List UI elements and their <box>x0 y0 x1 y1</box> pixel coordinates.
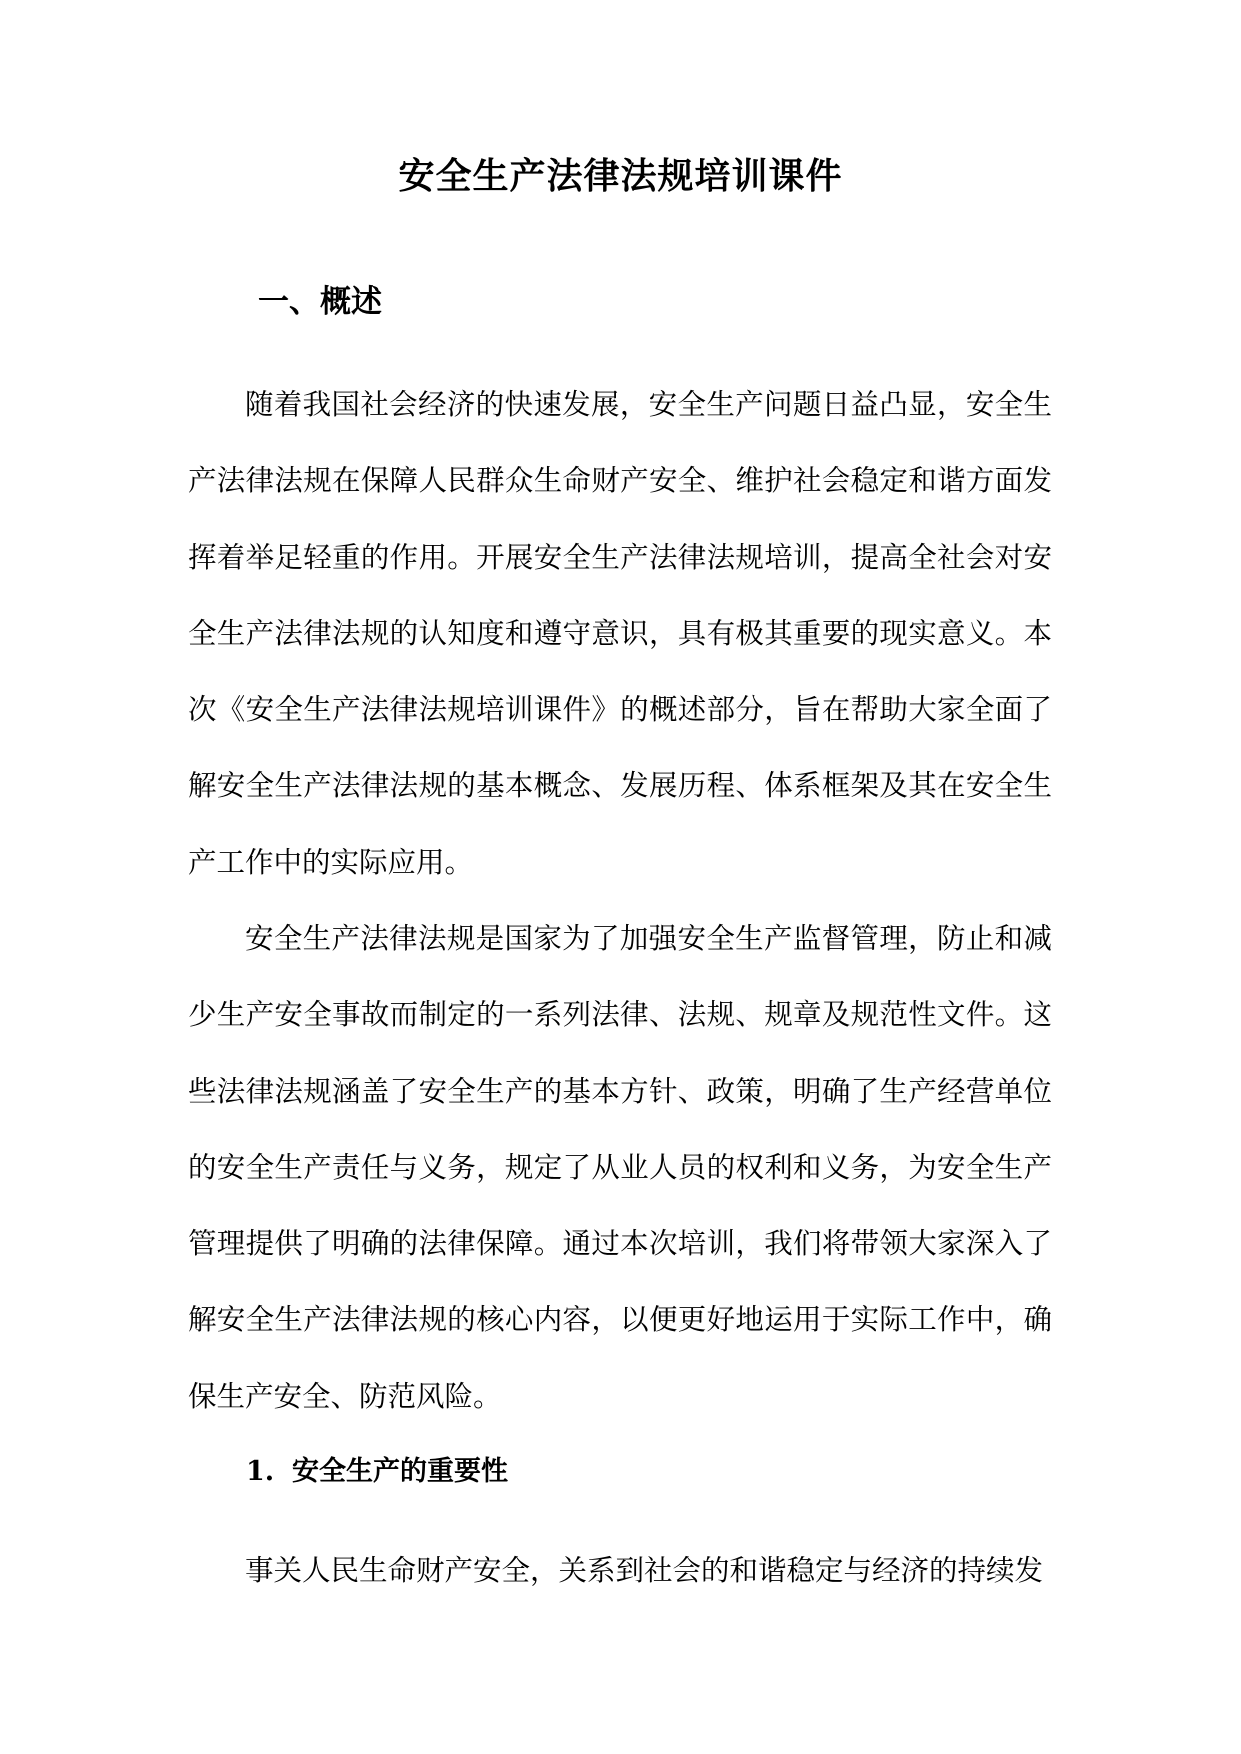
subsection-number: 1. <box>246 1456 275 1487</box>
subsection-heading <box>246 1452 508 1492</box>
overview-paragraph-1: 随着我国社会经济的快速发展，安全生产问题日益凸显，安全生产法律法规在保障人民群众生命财产安全、维护社会稳定和谐方面发挥着举足轻重的作用。开展安全生产法律法规培训，提高全社会对安全生产法律法规的认知度和遵守意识，具有极其重要的现实意义。本次《安全生产法律法规培训课件》的概述部分，旨在帮助大家全面了解安全生产法律法规的基本概念、发展历程、体系框架及其在安全生产工作中的实际应用。 <box>188 388 1052 879</box>
section-heading-overview: 一、概述 <box>258 284 382 320</box>
overview-paragraph-2: 安全生产法律法规是国家为了加强安全生产监督管理，防止和减少生产安全事故而制定的一系列法律、法规、规章及规范性文件。这些法律法规涵盖了安全生产的基本方针、政策，明确了生产经营单位的安全生产责任与义务，规定了从业人员的权利和义务，为安全生产管理提供了明确的法律保障。通过本次培训，我们将带领大家深入了解安全生产法律法规的核心内容，以便更好地运用于实际工作中，确保生产安全、防范风险。 <box>188 922 1052 1413</box>
subsection-title: 安全生产的重要性 <box>292 1456 508 1487</box>
subsection-paragraph: 事关人民生命财产安全，关系到社会的和谐稳定与经济的持续发 <box>245 1554 1044 1587</box>
document-title: 安全生产法律法规培训课件 <box>398 155 843 197</box>
